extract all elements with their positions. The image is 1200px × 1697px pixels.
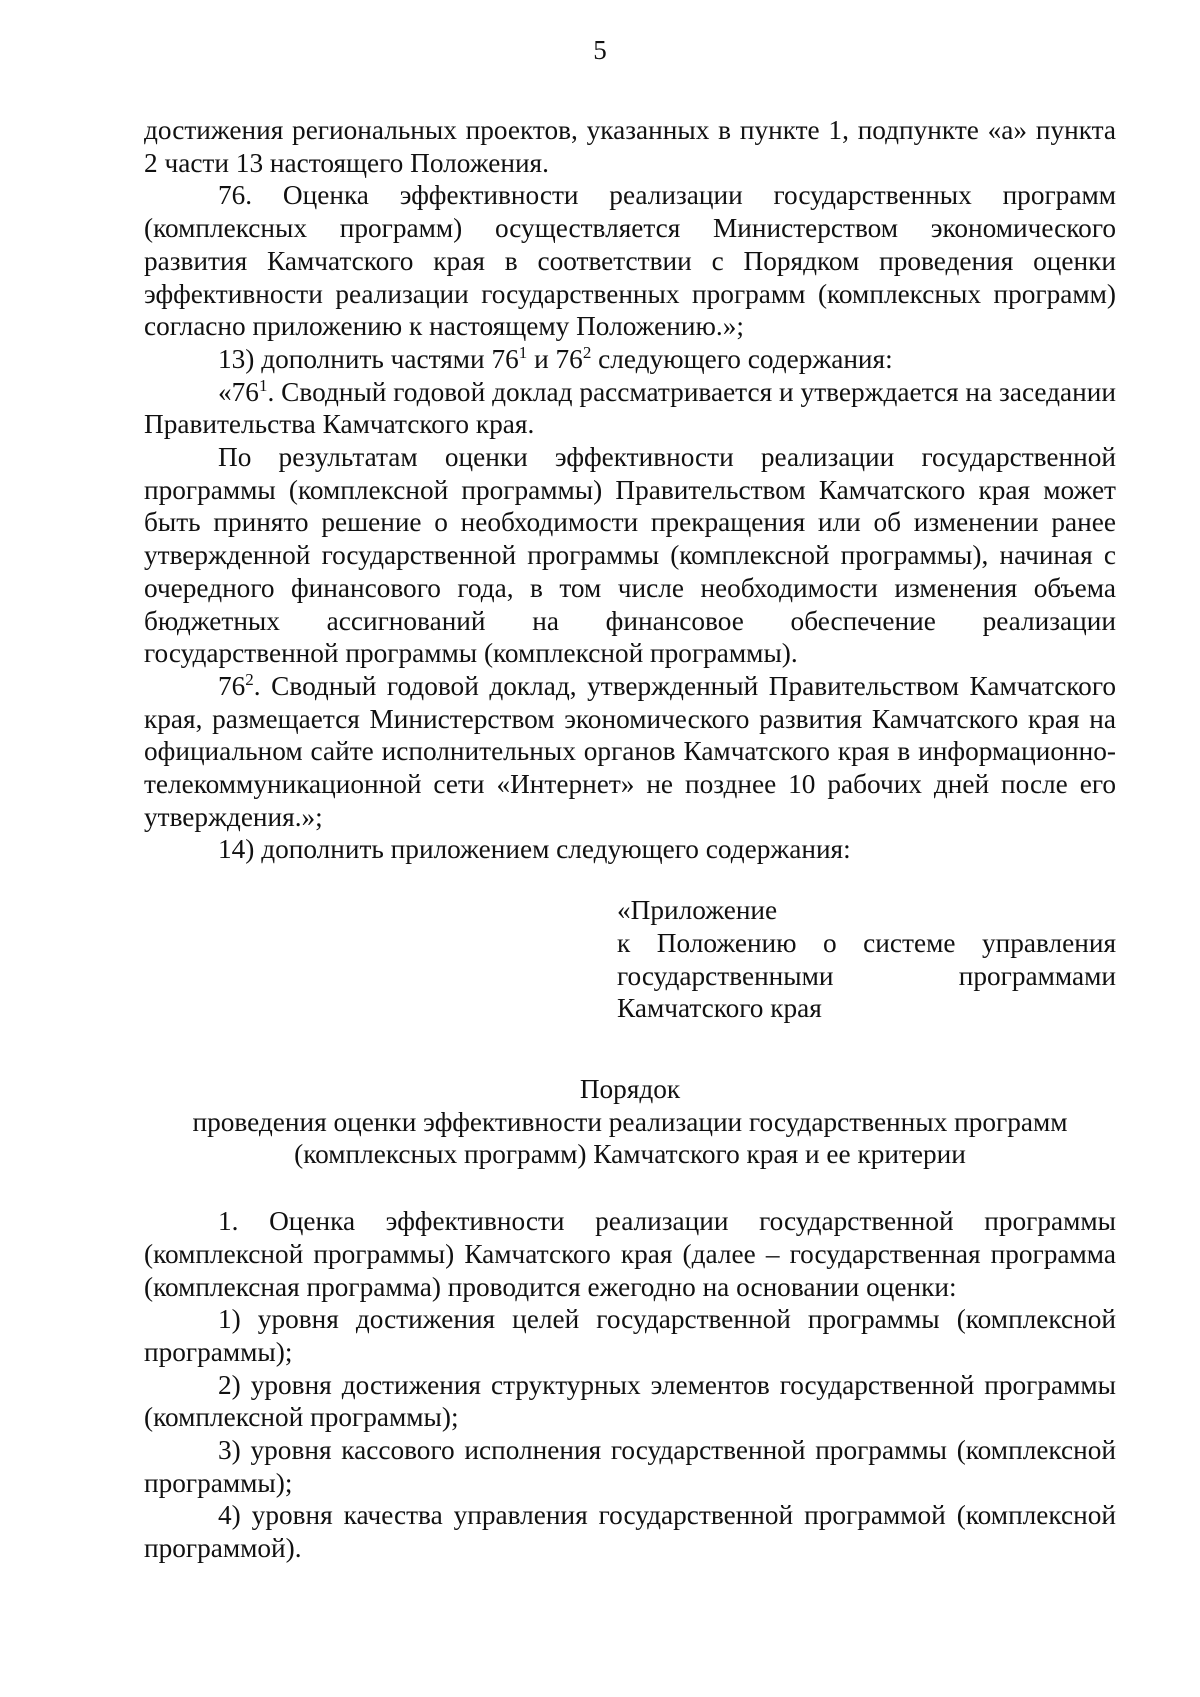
superscript-2: 2	[245, 669, 254, 689]
superscript-1: 1	[258, 375, 268, 395]
superscript-1: 1	[518, 342, 528, 362]
procedure-item-1: 1. Оценка эффективности реализации государственной программы (комплексной программы) Камчатского края (далее – государственная программа (комплексная программа) проводится ежегодно на основании оценки:	[144, 1206, 1116, 1302]
item-13-text-middle: и 76	[527, 343, 583, 374]
superscript-2: 2	[582, 342, 592, 362]
document-body	[144, 114, 1116, 1565]
part-76-1-text: . Сводный годовой доклад рассматривается и утверждается на заседании Правительства Камчатского края.	[144, 376, 1116, 440]
appendix-reference: к Положению о системе управления государственными программами Камчатского края	[617, 927, 1116, 1024]
procedure-subtitle-line-2: (комплексных программ) Камчатского края и ее критерии	[294, 1139, 966, 1170]
procedure-title: Порядок	[579, 1073, 681, 1104]
paragraph-evaluation-results: По результатам оценки эффективности реализации государственной программы (комплексной программы) Правительством Камчатского края может быть принято решение о необходимости прекращения или об изменении ранее утвержденной государственной программы (комплексной программы), начиная с очередного финансового года, в том числе необходимости изменения объема бюджетных ассигнований на финансовое обеспечение реализации государственной программы (комплексной программы).	[144, 442, 1116, 669]
paragraph-continuation: достижения региональных проектов, указанных в пункте 1, подпункте «а» пункта 2 части 13 настоящего Положения.	[144, 115, 1116, 178]
procedure-subitem-2: 2) уровня достижения структурных элементов государственной программы (комплексной программы);	[144, 1369, 1116, 1433]
procedure-subitem-4: 4) уровня качества управления государственной программой (комплексной программой).	[144, 1500, 1116, 1564]
paragraph-item-14: 14) дополнить приложением следующего содержания:	[218, 834, 851, 865]
procedure-subtitle-line-1: проведения оценки эффективности реализации государственных программ	[192, 1106, 1068, 1137]
paragraph-76: 76. Оценка эффективности реализации государственных программ (комплексных программ) осуществляется Министерством экономического развития Камчатского края в соответствии с Порядком проведения оценки эффективности реализации государственных программ (комплексных программ) согласно приложению к настоящему Положению.»;	[144, 180, 1116, 342]
part-76-2-text: . Сводный годовой доклад, утвержденный Правительством Камчатского края, размещается Министерством экономического развития Камчатского края на официальном сайте исполнительных органов Камчатского края в информационно-телекоммуникационной сети «Интернет» не позднее 10 рабочих дней после его утверждения.»;	[144, 670, 1116, 832]
procedure-subitem-1: 1) уровня достижения целей государственной программы (комплексной программы);	[144, 1304, 1116, 1367]
part-76-2-number: 76	[218, 670, 246, 701]
paragraph-76-1	[144, 376, 1116, 441]
page-number: 5	[593, 35, 607, 65]
paragraph-item-13	[144, 343, 1116, 376]
appendix-label: «Приложение	[617, 895, 778, 926]
part-76-1-number: «76	[218, 376, 259, 407]
paragraph-76-2	[144, 670, 1116, 834]
appendix-heading	[617, 894, 1116, 1025]
procedure-subitem-3: 3) уровня кассового исполнения государственной программы (комплексной программы);	[144, 1435, 1116, 1498]
item-13-text-start: 13) дополнить частями 76	[218, 343, 519, 374]
item-13-text-end: следующего содержания:	[591, 343, 893, 374]
